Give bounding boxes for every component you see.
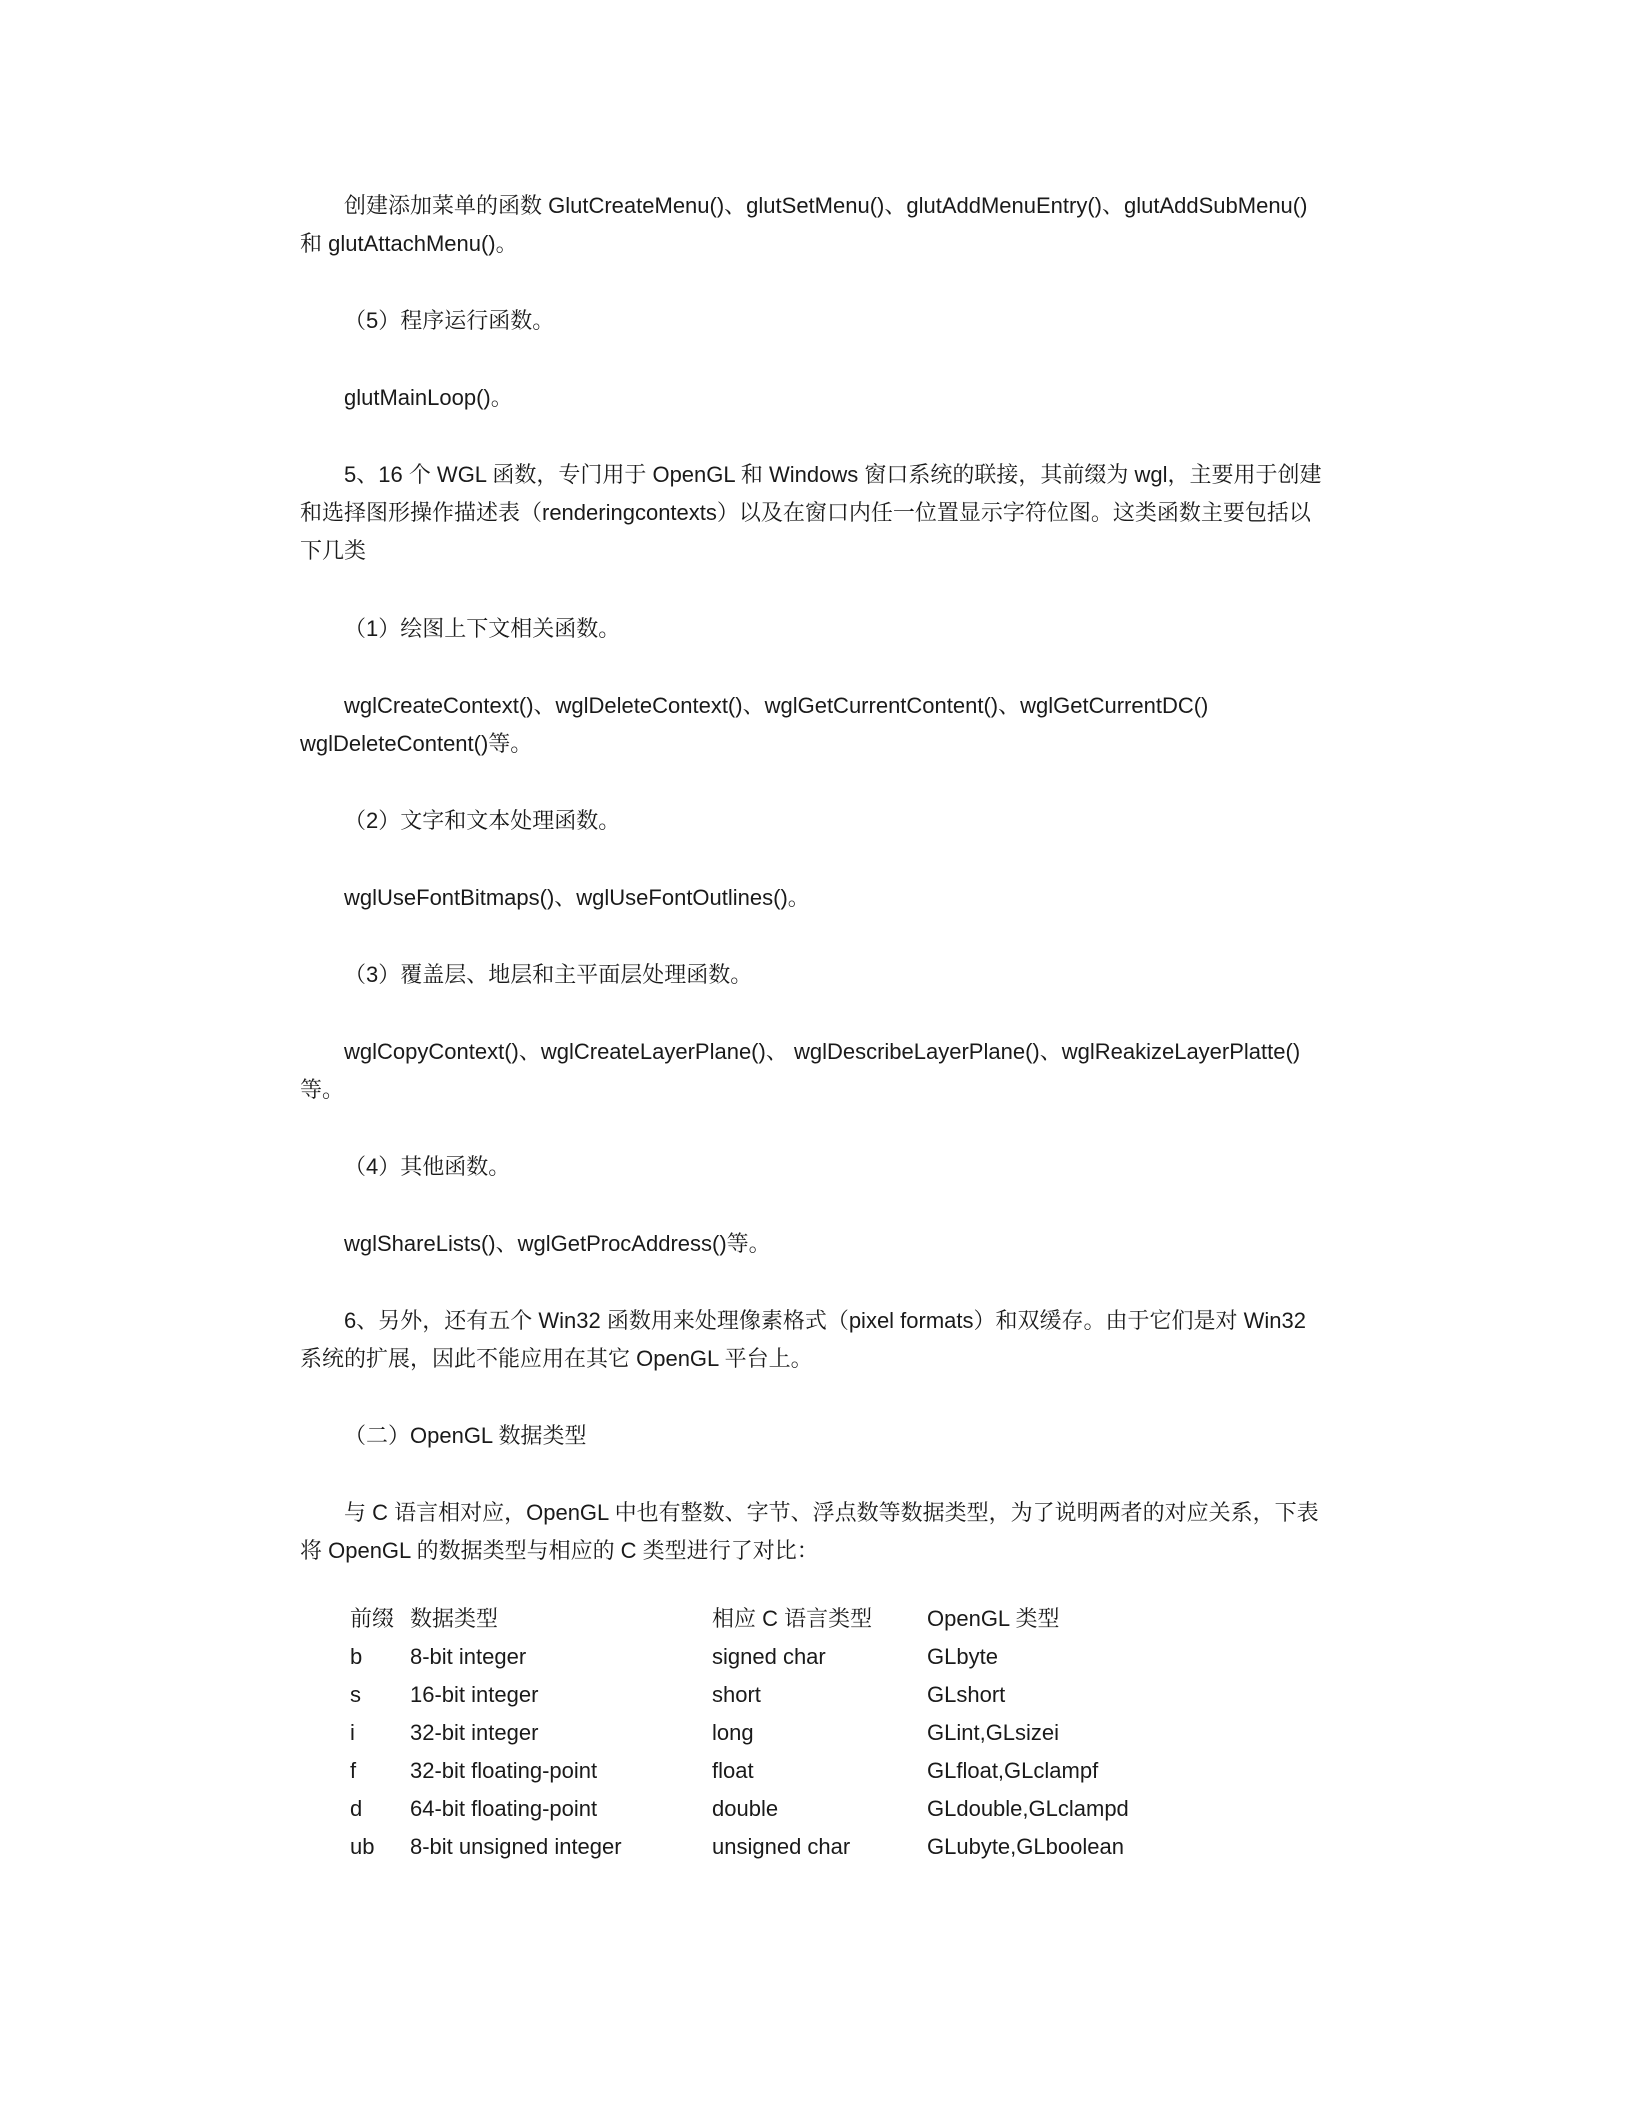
table-cell-prefix: d xyxy=(350,1796,363,1821)
table-cell-opengl-type: GLint,GLsizei xyxy=(927,1720,1060,1745)
table-cell-c-type: signed char xyxy=(712,1644,826,1669)
table-cell-c-type: short xyxy=(712,1682,761,1707)
paragraph-context-function-list: wglCreateContext()、wglDeleteContext()、wglGetCurrentContent()、wglGetCurrentDC() wglDeleteContent()等。 xyxy=(300,693,1209,756)
paragraph-data-type-intro: 与 C 语言相对应，OpenGL 中也有整数、字节、浮点数等数据类型，为了说明两者的对应关系，下表将 OpenGL 的数据类型与相应的 C 类型进行了对比： xyxy=(300,1500,1319,1563)
table-row xyxy=(350,1714,1250,1752)
table-cell-opengl-type: GLbyte xyxy=(927,1644,998,1669)
table-row xyxy=(350,1828,1250,1866)
table-cell-c-type: double xyxy=(712,1796,779,1821)
table-cell-prefix: ub xyxy=(350,1834,375,1859)
table-header-row xyxy=(350,1600,1250,1638)
table-cell-data-type: 32-bit floating-point xyxy=(410,1758,598,1783)
table-row xyxy=(350,1752,1250,1790)
table-cell-data-type: 32-bit integer xyxy=(410,1720,539,1745)
table-cell-opengl-type: GLdouble,GLclampd xyxy=(927,1796,1129,1821)
paragraph-font-function-list: wglUseFontBitmaps()、wglUseFontOutlines()。 xyxy=(344,885,810,910)
table-row xyxy=(350,1790,1250,1828)
paragraph-layer-function-list: wglCopyContext()、wglCreateLayerPlane()、 wglDescribeLayerPlane()、wglReakizeLayerPlatte() 等。 xyxy=(300,1039,1301,1102)
table-cell-opengl-type: GLfloat,GLclampf xyxy=(927,1758,1099,1783)
table-cell-data-type: 16-bit integer xyxy=(410,1682,539,1707)
table-row xyxy=(350,1676,1250,1714)
table-cell-data-type: 8-bit unsigned integer xyxy=(410,1834,622,1859)
table-cell-opengl-type: GLshort xyxy=(927,1682,1006,1707)
table-cell-c-type: unsigned char xyxy=(712,1834,851,1859)
table-cell-prefix: b xyxy=(350,1644,363,1669)
table-cell-prefix: f xyxy=(350,1758,357,1783)
header-c-type: 相应 C 语言类型 xyxy=(712,1606,873,1631)
header-prefix: 前缀 xyxy=(350,1606,395,1631)
heading-context-functions: （1）绘图上下文相关函数。 xyxy=(344,616,621,641)
table-row xyxy=(350,1638,1250,1676)
table-cell-data-type: 8-bit integer xyxy=(410,1644,527,1669)
table-cell-data-type: 64-bit floating-point xyxy=(410,1796,598,1821)
heading-program-run-functions: （5）程序运行函数。 xyxy=(344,308,555,333)
paragraph-wgl-functions: 5、16 个 WGL 函数，专门用于 OpenGL 和 Windows 窗口系统的联接，其前缀为 wgl，主要用于创建和选择图形操作描述表（renderingcontexts）以及在窗口内任一位置显示字符位图。这类函数主要包括以下几类 xyxy=(300,462,1322,563)
table-cell-prefix: i xyxy=(350,1720,355,1745)
paragraph-win32-functions: 6、另外，还有五个 Win32 函数用来处理像素格式（pixel formats）和双缓存。由于它们是对 Win32 系统的扩展，因此不能应用在其它 OpenGL 平台上。 xyxy=(300,1308,1306,1371)
heading-text-functions: （2）文字和文本处理函数。 xyxy=(344,808,621,833)
table-cell-c-type: long xyxy=(712,1720,754,1745)
table-cell-prefix: s xyxy=(350,1682,361,1707)
header-data-type: 数据类型 xyxy=(410,1606,499,1631)
header-opengl-type: OpenGL 类型 xyxy=(927,1606,1060,1631)
heading-layer-functions: （3）覆盖层、地层和主平面层处理函数。 xyxy=(344,962,753,987)
paragraph-other-function-list: wglShareLists()、wglGetProcAddress()等。 xyxy=(344,1231,771,1256)
table-cell-c-type: float xyxy=(712,1758,754,1783)
heading-other-functions: （4）其他函数。 xyxy=(344,1154,511,1179)
paragraph-menu-functions: 创建添加菜单的函数 GlutCreateMenu()、glutSetMenu()、glutAddMenuEntry()、glutAddSubMenu() 和 glutAttachMenu()。 xyxy=(300,193,1308,256)
heading-opengl-data-types: （二）OpenGL 数据类型 xyxy=(344,1423,587,1448)
table-cell-opengl-type: GLubyte,GLboolean xyxy=(927,1834,1124,1859)
paragraph-glut-main-loop: glutMainLoop()。 xyxy=(344,385,513,410)
